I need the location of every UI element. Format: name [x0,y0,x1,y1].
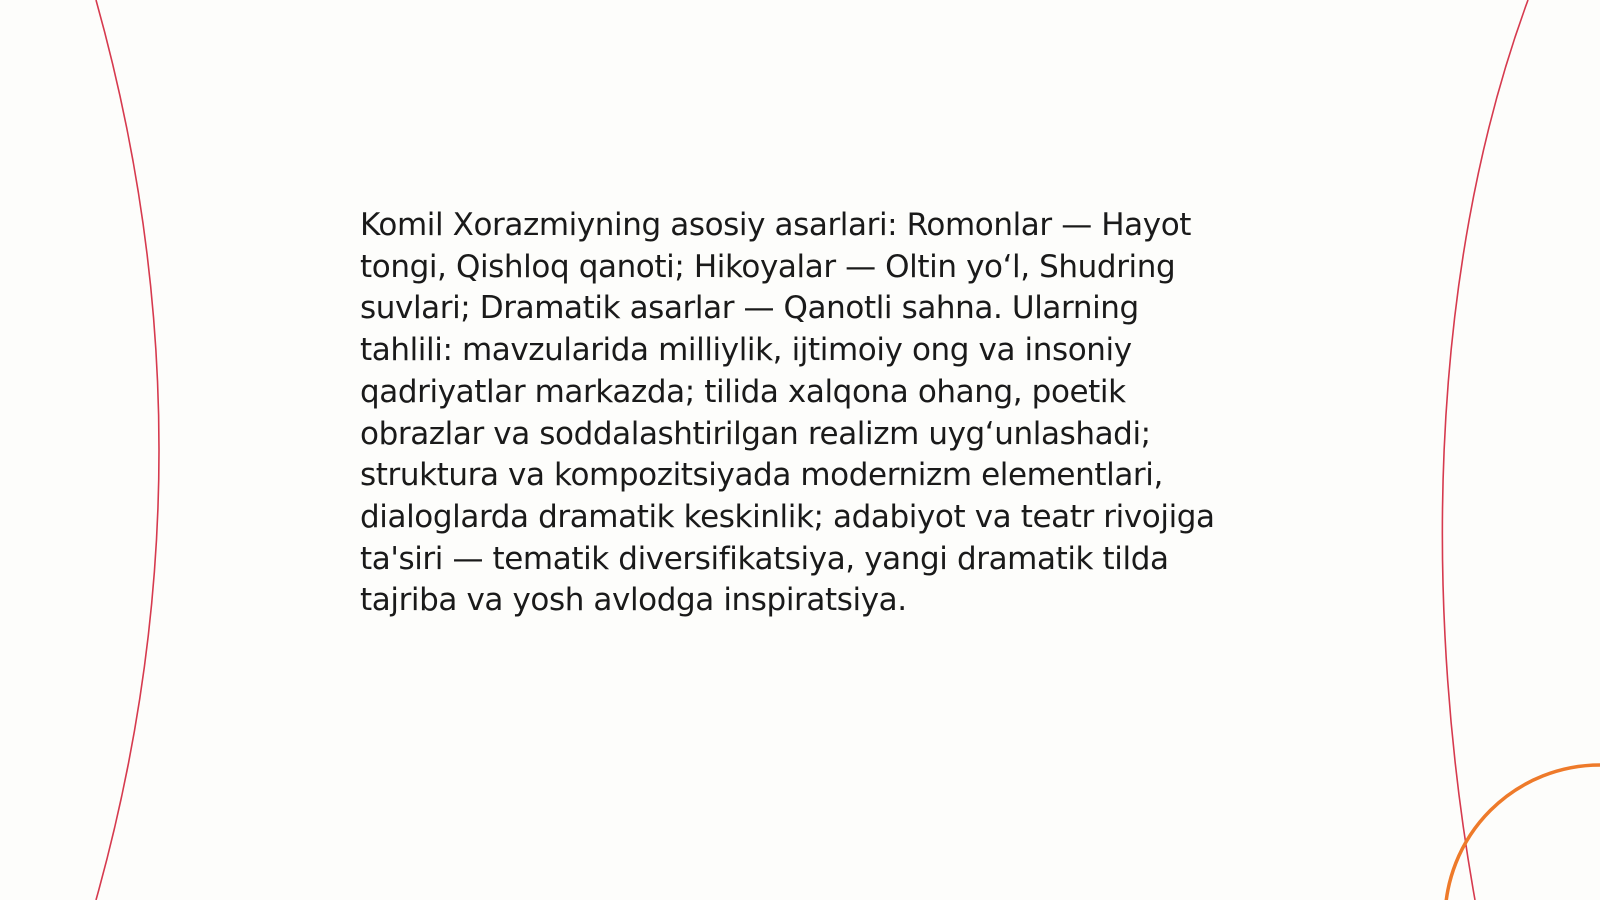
slide-body-text: Komil Xorazmiyning asosiy asarlari: Romonlar — Hayot tongi, Qishloq qanoti; Hikoyalar — Oltin yo‘l, Shudring suvlari; Dramatik asarlar — Qanotli sahna. Ularning tahlili: mavzularida milliylik, ijtimoiy ong va insoniy qadriyatlar markazda; tilida xalqona ohang, poetik obrazlar va soddalashtirilgan realizm uyg‘unlashadi; struktura va kompozitsiyada modernizm elementlari, dialoglarda dramatik keskinlik; adabiyot va teatr rivojiga ta'siri — tematik diversifikatsiya, yangi dramatik tilda tajriba va yosh avlodga inspiratsiya. [360,207,1215,619]
right-curve-line [1442,0,1528,900]
orange-circle-arc [1445,765,1600,900]
left-curve-line [96,0,159,900]
